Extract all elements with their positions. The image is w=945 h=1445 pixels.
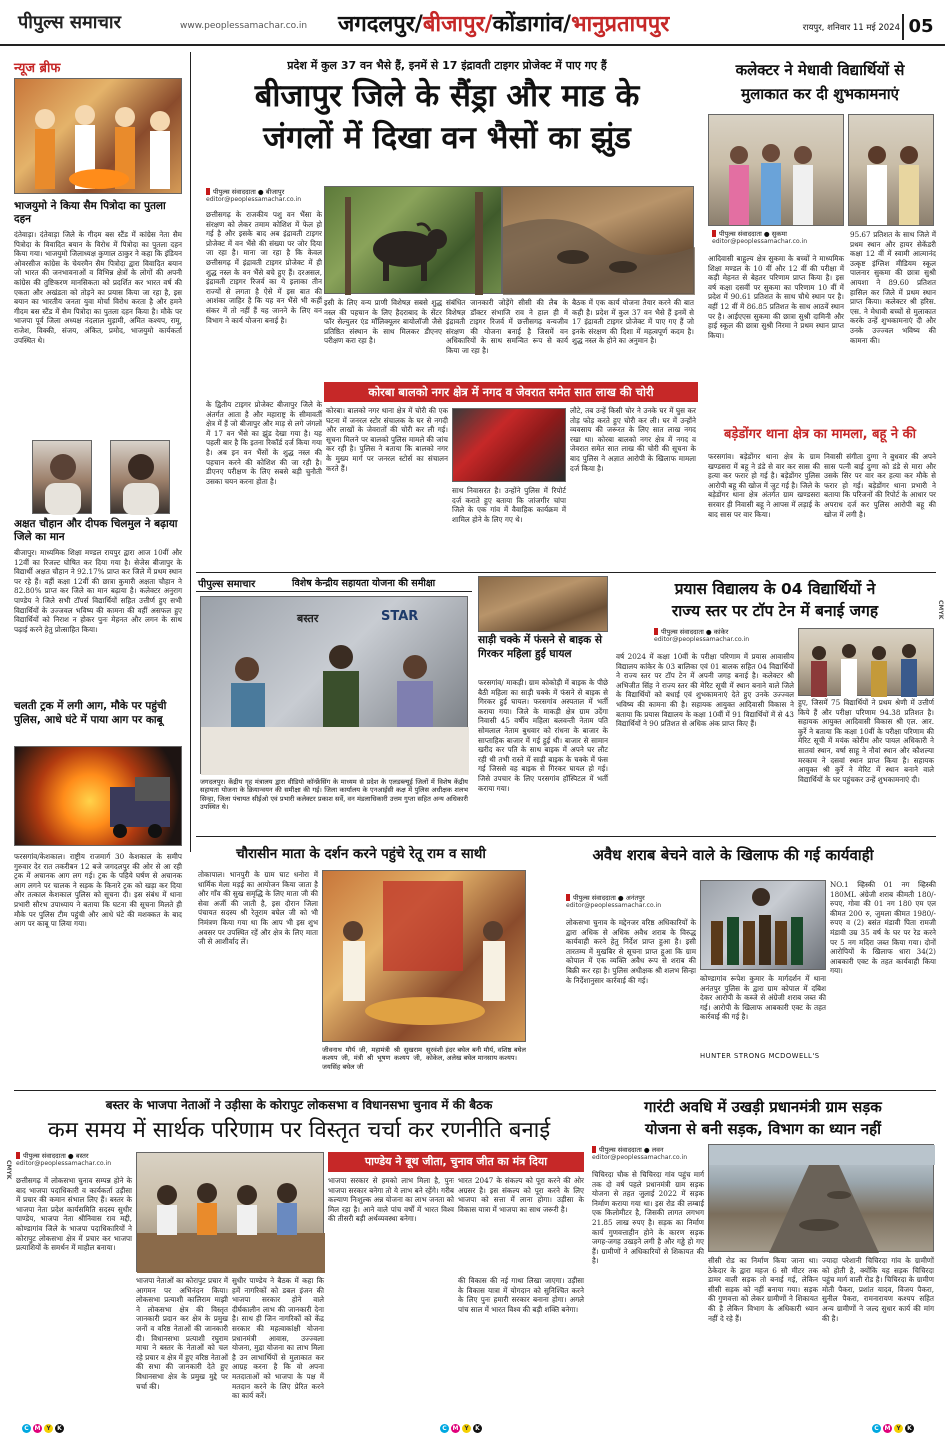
brief-text-3: फरसगांव/केशकाल। राष्ट्रीय राजमार्ग 30 केशकाल के समीप गुरुवार देर रात तकरीबन 12 बजे जगदलपुर की ओर से आ रही ट्रक में अचानक आग लग गई। ट्रक के पहिये घर्षण से अचानक आग लगने पर चालक ने सड़क के किनारे ट्रक को खड़ा कर दिया और तत्काल केशकाल पुलिस को सूचना दी। इस संबंध में थाना प्रभारी सौरभ उपाध्याय ने बताया कि घटना की सूचना मिलते ही मौके पर पुलिस टीम पहुंची और आधे घंटे की मशक्कत के बाद आग पर काबू पा लिया गया। bbox=[14, 852, 182, 929]
liquor-text-2: कोण्डागांव रूपेश कुमार के मार्गदर्शन में थाना अनंतपुर पुलिस के द्वारा ग्राम कोपाल में दबिश देकर आरोपी के कब्जे से अंग्रेजी शराब जब्त की गई। आरोपी के खिलाफ आबकारी एक्ट के तहत कार्रवाई की गई है। bbox=[700, 974, 826, 1022]
cyan-dot: C bbox=[872, 1424, 881, 1433]
byline-marker bbox=[206, 188, 210, 195]
bjp-subhead: पाण्डेय ने बूथ जीता, चुनाव जीत का मंत्र दिया bbox=[328, 1152, 584, 1172]
liquor-brands bbox=[700, 1052, 826, 1072]
edition-kondagaon: कोंडागांव/ bbox=[492, 12, 572, 37]
road-text-1: चिचिरदा चौक से चिचिरदा गांव पहुंच मार्ग तक दो वर्ष पहले प्रधानमंत्री ग्राम सड़क योजना से तहत जुलाई 2022 में सड़क निर्माण कराया गया था। इस रोड की लम्बाई एक किलोमीटर है, जिसकी लागत लगभग 21.85 लाख रुपए है। सड़क का निर्माण कार्य गुणवत्ताहीन होने के कारण सड़क जगह-जगह उखड़ने लगी है और गड्ढे हो गए हैं। ग्रामीणों ने अधिकारियों से शिकायत की है। bbox=[592, 1170, 704, 1266]
lead-title-line-2: जंगलों में दिखा वन भैसों का झुंड bbox=[263, 120, 631, 156]
badedongar-story bbox=[704, 426, 936, 570]
prayas-group-shapes bbox=[799, 629, 935, 697]
bjp-kicker: बस्तर के भाजपा नेताओं ने उड़ीसा के कोरापुट लोकसभा व विधानसभा चुनाव में की बैठक bbox=[105, 1098, 493, 1112]
lead-email[interactable]: editor@peoplessamachar.co.in bbox=[206, 196, 302, 203]
collector-title-line-1: कलेक्टर ने मेधावी विद्यार्थियों से bbox=[735, 61, 905, 79]
bjp-text-5: भारत 2047 के संकल्प को पूरा करने की ओर अग्रसर है। इस संकल्प को पूरा करने के लिए भाजपा को सत्ता में लाना होगा। उड़ीसा के विकास यात्रा में भाजपा का साथ जरूरी है। bbox=[458, 1176, 584, 1214]
effigy-burning-photo bbox=[14, 78, 182, 194]
collector-email[interactable]: editor@peoplessamachar.co.in bbox=[712, 238, 808, 245]
korba-story bbox=[324, 382, 698, 570]
prayas-byline: पीपुल्स संवाददाता ● कांकेर editor@peoplessamachar.co.in bbox=[654, 628, 794, 648]
brief-headline-1: भाजयुमो ने किया सैम पित्रोदा का पुतला दहन bbox=[14, 200, 166, 225]
masthead bbox=[0, 0, 945, 46]
logo: पीपुल्स समाचार bbox=[18, 12, 121, 33]
brief-text-1: दंतेवाड़ा। दंतेवाड़ा जिले के गीदम बस स्टैंड में कांग्रेस नेता सैम पित्रोदा के विवादित बयान के विरोध में पित्रोदा का पुतला दहन किया गया। भाजयुमो जिलाध्यक्ष कुणाल ठाकुर ने कहा कि इंडियन ओवरसीज कांग्रेस के चेयरमैन सैम पित्रोदा द्वारा विवादित बयान जो भारत की जनभावनाओं व विभिन्न क्षेत्रों के लोगों की अपनी कांग्रेस की तुष्टिकरण मानसिकता को प्रदर्शित कर भारत वर्ष की एकता और अखंडता को तोड़ने का प्रयास किया जा रहा है, इस बयान का भारतीय जनता युवा मोर्चा विरोध करता है और हमने गीदम बस स्टैंड में सैम पित्रोदा का पुतला दहन किया है। मौके पर भाजपा पूर्व जिला अध्यक्ष नंदलाल मुड़ामी, अमित कश्यप, रामू, राजेश, विक्की, संजय, अंकित, प्रमोद, भाजयुमो कार्यकर्ता उपस्थित थे। bbox=[14, 230, 182, 345]
saree-story bbox=[476, 574, 610, 832]
row-divider-1 bbox=[196, 572, 936, 573]
bjp-meeting-photo bbox=[136, 1152, 324, 1272]
yellow-dot: Y bbox=[894, 1424, 903, 1433]
bjp-title: कम समय में सार्थक परिणाम पर विस्तृत चर्चा कर रणनीति बनाई bbox=[47, 1118, 551, 1143]
lead-byline: पीपुल्स संवाददाता ● बीजापुर editor@peoplessamachar.co.in bbox=[206, 188, 322, 208]
lead-kicker: प्रदेश में कुल 37 वन भैसे हैं, इनमें से 17 इंद्रावती टाइगर प्रोजेक्ट में पाए गए हैं bbox=[287, 59, 607, 72]
liquor-text-1: लोकसभा चुनाव के मद्देनजर वरिष्ठ अधिकारियों के द्वारा अधिक से अधिक अवैध शराब के विरुद्ध कार्यवाही करने हेतु निर्देश प्राप्त हुआ है। इसी तारतम्य में मुखबिर से सूचना प्राप्त हुआ कि ग्राम कोपाल में एक व्यक्ति अवैध रूप से शराब की बिक्री कर रहा है। पुलिस अधीक्षक श्री शलभ सिन्हा के निर्देशानुसार कार्रवाई की गई। bbox=[566, 918, 696, 985]
chaurasin-caption-2: सुरवंशी इंदर बघेल बनी मौर्य, वशिष्ठ बघेल कोकेल, अलेख बघेल मानसाय कश्यप। bbox=[426, 1046, 526, 1063]
bjp-byline: पीपुल्स संवाददाता ● बस्तर editor@peoplessamachar.co.in bbox=[16, 1152, 132, 1172]
prayas-text-1: वर्ष 2024 में कक्षा 10वीं के परीक्षा परिणाम में प्रयास आवासीय विद्यालय कांकेर के 03 बालिका एवं 01 बालक सहित 04 विद्यार्थियों ने राज्य स्तर पर टॉप टेन में अपनी जगह बनाई है। कलेक्टर श्री अभिजीत सिंह ने राज्य स्तर की मेरिट सूची में स्थान बनाने वाले जिले के विद्यार्थियों को बधाई एवं शुभकामनाएं देते हुए उनके उज्ज्वल भविष्य की कामना की है। सहायक आयुक्त आदिवासी विकास ने बताया कि प्रयास विद्यालय के कक्षा 10वीं में 91 विद्यार्थियों में से 43 विद्यार्थियों ने 90 प्रतिशत से अधिक अंक प्राप्त किए हैं। bbox=[616, 652, 794, 729]
meeting-shapes bbox=[201, 597, 469, 775]
lead-text-col-1: छत्तीसगढ़ के राजकीय पशु वन भैंसा के संरक्षण को लेकर तमाम कोशिश में फेल हो गई है और इसके बाद अब इंद्रावती टाइगर प्रोजेक्ट में वन भैंसे की संख्या पर जोर दिया जा रहा है। माना जा रहा है कि केवल छत्तीसगढ़ में इंद्रावती टाइगर प्रोजेक्ट में ही शुद्ध नस्ल के वन भैंसे बचे हुए हैं। दरअसल, इंद्रावती टाइगर रिजर्व का ये इलाका तीन राज्यों से लगता है ऐसे में इस बात की आशंका जाहिर है कि यह वन भैंसे भी कहीं संकर में तो नहीं हैं यह जानने के लिए वन विभाग ने कार्य योजना बनाई है। bbox=[206, 210, 322, 325]
brief-headline-3: चलती ट्रक में लगी आग, मौके पर पहुंची पुलिस, आधे घंटे में पाया आग पर काबू bbox=[14, 700, 167, 726]
prayas-title-line-1: प्रयास विद्यालय के 04 विद्यार्थियों ने bbox=[674, 580, 876, 598]
row-divider-3 bbox=[14, 1090, 936, 1091]
collector-text-1: आदिवासी बाहुल्य क्षेत्र सुकमा के बच्चों ने माध्यमिक शिक्षा मण्डल के 10 वीं और 12 वीं की परीक्षा में कड़ी मेहनत से बेहतर परिणाम प्राप्त किया है। इस वर्ष कक्षा दसवीं पर सुकमा का परिणाम 10 वीं में प्रदेश में 90.61 प्रतिशत के साथ चौथे स्थान पर है। वहीं 12 वीं में 86.85 प्रतिशत के साथ आठवें स्थान पर है। आईएएस सुकमा की छात्रा सुश्री दामिनी और हाई स्कूल की छात्रा सुश्री निरमा ने प्रथम स्थान प्राप्त किया। bbox=[708, 254, 844, 340]
damaged-road-photo bbox=[708, 1144, 934, 1252]
byline-marker bbox=[592, 1146, 596, 1153]
truck-fire-photo bbox=[14, 746, 182, 846]
bjp-text-6: की विकास की नई गाथा लिखा जाएगा। उड़ीसा के विकास यात्रा में योगदान को सुनिश्चित करने के लिए पुनः हमारी सरकार बनाना होगा। अगले पांच साल में भारत विश्व की बड़ी शक्ति बनेगा। bbox=[458, 1276, 584, 1314]
badedongar-text-2: निवासी संगीता दुग्गा ने बुधवार की अपने सास पत्नी बाई दुग्गा को डंडे से मारा और उसके सिर पर वार कर हत्या कर मौके से फरार हो गई। बड़ेडोंगर थाना प्रभारी ने बताया कि परिजनों की रिपोर्ट के आधार पर अपराध दर्ज कर पुलिस आरोपी बहू की खोज में लगी है। bbox=[824, 452, 936, 519]
meeting-banner-text: बस्तर bbox=[297, 612, 319, 625]
liquor-headline: अवैध शराब बेचने वाले के खिलाफ की गई कार्यवाही bbox=[592, 846, 874, 864]
magenta-dot: M bbox=[884, 1425, 891, 1432]
prayas-text-2: हुए, जिसमें 75 विद्यार्थियों ने प्रथम श्रेणी में उत्तीर्ण किये हैं और परीक्षा परिणाम 94.38 प्रतिशत है। सहायक आयुक्त आदिवासी विकास श्री एल. आर. कुर्रे ने बताया कि कक्षा 10वीं के परीक्षा परिणाम की मेरिट सूची में मयंक कोरीम और पायल अधिकारी ने सातवां स्थान, वर्षा साहू ने नौवां स्थान और कौशल्या मरकाम ने दसवां स्थान प्राप्त किया है। सहायक आयुक्त श्री कुर्रे ने मेरिट में स्थान बनाने वाले विद्यार्थियों के घर पहुंचकर उन्हें शुभकामनाएं दी। bbox=[798, 698, 934, 784]
collector-story bbox=[704, 52, 936, 420]
magenta-dot: M bbox=[452, 1425, 459, 1432]
edition-jagdalpur: जगदलपुर/ bbox=[338, 12, 423, 37]
cmyk-side-label-right: CMYK bbox=[937, 600, 944, 620]
bjp-story bbox=[14, 1092, 584, 1418]
review-meeting-photo bbox=[200, 596, 468, 774]
brand-mcdowells: MCDOWELL'S bbox=[768, 1052, 820, 1060]
chaurasin-headline: चौरासीन माता के दर्शन करने पहुंचे रेतू राम व साथी bbox=[236, 846, 486, 862]
students-group-shapes bbox=[709, 115, 845, 227]
meeting-banner-text-2: STAR bbox=[381, 609, 419, 624]
edition-title bbox=[338, 8, 738, 40]
feature-header bbox=[196, 574, 472, 592]
cmyk-mark-right bbox=[872, 1424, 914, 1433]
prayas-title-line-2: राज्य स्तर पर टॉप टेन में बनाई जगह bbox=[671, 602, 879, 620]
stolen-safe-photo bbox=[452, 408, 566, 482]
road-story bbox=[590, 1092, 936, 1418]
road-text-3: ज्यादा परेशानी चिचिरदा गांव के ग्रामीणों को होती है, क्योंकि यह सड़क चिचिरदा पहुंच मार्ग वाली रोड है। चिचिरदा के ग्रामीण मोती पैकरा, प्रशांत यादव, विजय पैकरा, सुनील पैकरा, रामनारायण कश्यप सहित अन्य ग्रामीणों ने जल्द सुधार कार्य की मांग की है। bbox=[822, 1256, 934, 1323]
black-dot: K bbox=[905, 1424, 914, 1433]
byline-marker bbox=[712, 230, 716, 237]
lead-text-col-2: के द्वितीय टाइगर प्रोजेक्ट बीजापुर जिले के अंतर्गत आता है और महाराष्ट्र के सीमावर्ती क्षेत्र में हैं जो बीजापुर और माड़ से लगे जंगलों में 17 वन भैंसे का झुंड देखा गया है। यह पहली बार है कि इतना रिकॉर्ड दर्ज किया गया है। अब इन वन भैंसों के शुद्ध नस्ल की पहचान करने की कोशिश की जा रही है। डीएनए परीक्षण के लिए सबसे बड़ी चुनौती उसका चयन करना होता है। bbox=[206, 400, 322, 486]
road-byline: पीपुल्स संवाददाता ● लवन editor@peoplessamachar.co.in bbox=[592, 1146, 704, 1166]
collector-students-photo bbox=[708, 114, 844, 226]
bjp-text-3: सुधीर पाण्डेय ने बैठक में कहा कि हमें नागरिकों को डबल इंजन की भाजपा सरकार होने वाले दीर्घकालीन लाभ की जानकारी देना है। साथ ही जिन नागरिकों को केंद्र सरकार की महत्वाकांक्षी योजना प्रधानमंत्री आवास, उज्ज्वला योजना, मुद्रा योजना का लाभ मिला है उन लाभार्थियों से मुलाकात कर आग्रह करना है कि वो अपना मतदाताओं को भाजपा के पक्ष में मतदान करने के लिए प्रेरित करने का कार्य करें। bbox=[232, 1276, 324, 1401]
bottles-shapes bbox=[701, 881, 827, 971]
liquor-email[interactable]: editor@peoplessamachar.co.in bbox=[566, 902, 662, 909]
feature-caption: जगदलपुर। केंद्रीय गृह मंत्रालय द्वारा वीडियो कॉन्फ्रेंसिंग के माध्यम से प्रदेश के एलडब्ल्यूई जिलों में विशेष केंद्रीय सहायता योजना के क्रियान्वयन की समीक्षा की गई। जिला कार्यालय के एनआईसी कक्ष में पुलिस अधीक्षक शलभ सिन्हा, जिला पंचायत सीईओ एवं प्रभारी कलेक्टर प्रकाश सर्वे, वन मंडलाधिकारी उत्तम गुप्ता सहित अन्य अधिकारी उपस्थित थे। bbox=[200, 778, 468, 812]
road-title-line-1: गारंटी अवधि में उखड़ी प्रधानमंत्री ग्राम सड़क bbox=[644, 1098, 882, 1116]
wild-buffalo-photo bbox=[324, 186, 502, 294]
brief-label: न्यूज ब्रीफ bbox=[14, 61, 61, 76]
bjp-meeting-shapes bbox=[137, 1153, 325, 1273]
saree-accident-photo bbox=[478, 576, 608, 632]
seized-liquor-photo bbox=[700, 880, 826, 970]
truck-fire-shapes bbox=[15, 747, 183, 847]
bjp-text-2: भाजपा नेताओं का कोरापुट प्रचार में आगमन पर अभिनंदन किया। लोकसभा प्रत्याशी कालिराम माझी ने लोकसभा क्षेत्र की विस्तृत जानकारी प्रदान कर क्षेत्र के प्रमुख जनों व वरिष्ठ नेताओं की जानकारी दी। विधानसभा प्रत्याशी रघुराम माचा ने बस्तर के नेताओं को चल रहे प्रचार व क्षेत्र में हुए वरिष्ठ नेताओं की सभा की जानकारी देते हुए विधानसभा क्षेत्र के प्रमुख मुद्दे पर चर्चा की। bbox=[136, 1276, 228, 1391]
bjp-text-4: भाजपा सरकार से हमको लाभ मिला है, पुनः भाजपा सरकार बनेगा तो ये लाभ बने रहेंगे। गरीब कल्याण निःशुल्क अन्न योजना का लाभ जनता को मिल रहा है। आने वाले पांच वर्षों में भारत विश्व की तीसरी बड़ी अर्थव्यवस्था बनेगा। bbox=[328, 1176, 454, 1224]
edition-bijapur: बीजापुर/ bbox=[422, 12, 493, 37]
saree-text: फरसगांव/ माकड़ी। ग्राम कोकोड़ी में बाइक के पीछे बैठी महिला का साड़ी चक्के में फंसने से बाइक से गिरकर हुई घायल। फरसगांव अस्पताल में भर्ती कराया गया। जिले के माकड़ी क्षेत्र ग्राम उदेंगा निवासी 45 वर्षीय महिला बलवन्ती नेताम पति सोमलाल नेताम बुधवार को रांधना के बाजार के साप्ताहिक बाजार में गई हुई थी। बाजार से सामान खरीद कर पति के साथ बाइक में अपने घर लौट रही थी तभी रास्ते में साड़ी बाइक के चक्के में फंस गई जिससे वह बाइक से गिरकर घायल हो गई। जिसे उपचार के लिए परसगांव हॉस्पिटल में भर्ती कराया गया। bbox=[478, 678, 608, 793]
cmyk-mark-center bbox=[440, 1424, 482, 1433]
liquor-text-3: NO.1 व्हिस्की 01 नग व्हिस्की 180ML अंग्रेजी शराब कीमती 180/-रुपए, गोवा की 01 नग 180 एम एल कीमत 200 रु, जुमला कीमत 1980/-रुपए व (2) बसंत मंडावी पिता रामजी मंडावी उम्र 35 वर्ष के घर पर रेड करने पर 5 नग मदिरा जब्त किया गया। दोनों आरोपियों के खिलाफ धारा 34(2) आबकारी एक्ट के तहत कार्यवाही किया गया। bbox=[830, 880, 936, 976]
byline-marker bbox=[566, 894, 570, 901]
chaurasin-story bbox=[196, 840, 526, 1086]
brief-headline-2: अक्षत चौहान और दीपक चिलमुल ने बढ़ाया जिले का मान bbox=[14, 518, 178, 543]
collector-byline: पीपुल्स संवाददाता ● सुकमा editor@peoplessamachar.co.in bbox=[712, 230, 848, 250]
saree-headline: साड़ी चक्के में फंसने से बाइक से गिरकर महिला हुई घायल bbox=[478, 634, 602, 660]
prayas-students-photo bbox=[798, 628, 934, 696]
issue-date: रायपुर, शनिवार 11 मई 2024 bbox=[802, 23, 900, 33]
road-text-2: सीसी रोड का निर्माण किया जाना था। ठेकेदार के द्वारा महज 6 सौ मीटर तक डामर वाली सड़क तो बनाई गई, लेकिन सीसी सड़क को नहीं बनाया गया। सड़क की गुणवत्ता को लेकर ग्रामीणों ने शिकायत की है लेकिन विभाग के अधिकारी ध्यान नहीं दे रहे हैं। bbox=[708, 1256, 818, 1323]
chaurasin-caption-1: जीवनाथ मौर्य जी, महामंत्री श्री सुखराम कश्यप जी, मंत्री श्री भूषण कश्यप जी, जयसिंह बघेल जी bbox=[322, 1046, 422, 1071]
news-brief-column bbox=[14, 52, 184, 929]
collector-title-line-2: मुलाकात कर दी शुभकामनाएं bbox=[741, 85, 899, 103]
korba-text-3: साथ निवासरत है। उन्होंने पुलिस में रिपोर्ट दर्ज कराते हुए बताया कि जांजगीर चांपा जिले के एक गांव में वैवाहिक कार्यक्रम में शामिल होने के लिए गए थे। bbox=[452, 486, 566, 524]
page-number: 05 bbox=[902, 14, 938, 40]
cmyk-side-label-left: CMYK bbox=[5, 1160, 12, 1180]
black-dot: K bbox=[55, 1424, 64, 1433]
edition-bhanupratappur: भानुप्रतापपुर bbox=[571, 12, 670, 37]
lead-text-col-4: संबंधित जानकारी जोड़ेंगे सीसी की लैब के विशेषज्ञ डॉक्टर संभाजि राव ने हाल ही में इंद्रावती टाइगर रिजर्व में छत्तीसगढ़ वन्यजीव संरक्षण की योजना बनाई है जिसमें वन अधिकारियों के साथ समन्वित रूप से कार्य किया जा रहा है। bbox=[446, 298, 568, 355]
stream-shape bbox=[503, 187, 695, 295]
bjp-email[interactable]: editor@peoplessamachar.co.in bbox=[16, 1160, 112, 1167]
byline-marker bbox=[16, 1152, 20, 1159]
liquor-story bbox=[530, 840, 936, 1086]
road-shapes bbox=[709, 1145, 935, 1253]
road-email[interactable]: editor@peoplessamachar.co.in bbox=[592, 1154, 688, 1161]
black-dot: K bbox=[473, 1424, 482, 1433]
temple-visit-photo bbox=[322, 870, 526, 1042]
students-group-shapes-2 bbox=[849, 115, 935, 227]
forest-stream-photo bbox=[502, 186, 694, 294]
liquor-byline: पीपुल्स संवाददाता ● अनंतपुर editor@peoplessamachar.co.in bbox=[566, 894, 696, 914]
prayas-story bbox=[614, 574, 936, 832]
byline-marker bbox=[654, 628, 658, 635]
cmyk-mark-left bbox=[22, 1424, 64, 1433]
student-akshat-photo bbox=[32, 440, 92, 514]
cyan-dot: C bbox=[440, 1424, 449, 1433]
lead-title-line-1: बीजापुर जिले के सैंड्रा और माड के bbox=[254, 78, 640, 114]
prayas-email[interactable]: editor@peoplessamachar.co.in bbox=[654, 636, 750, 643]
korba-headline: कोरबा बालको नगर क्षेत्र में नगद व जेवरात समेत सात लाख की चोरी bbox=[324, 382, 698, 402]
lead-text-col-3: इसी के लिए वन्य प्राणी विशेषज्ञ सबसे शुद्ध नस्ल की पहचान के लिए हैदराबाद के सेंटर फॉर सेल्युलर एंड मॉलिक्यूलर बायोलॉजी जैसे प्रतिष्ठित संस्थान के साथ मिलकर डीएनए परीक्षण करा रहा है। bbox=[324, 298, 442, 346]
badedongar-headline: बड़ेडोंगर थाना क्षेत्र का मामला, बहू ने की bbox=[723, 427, 917, 442]
cyan-dot: C bbox=[22, 1424, 31, 1433]
magenta-dot: M bbox=[34, 1425, 41, 1432]
badedongar-text-1: फरसगांव। बड़ेडोंगर थाना क्षेत्र के ग्राम खण्डसरा में बहू ने डंडे से वार कर सास की हत्या कर फरार हो गई है। बड़ेडोंगर पुलिस आरोपी बहू की खोज में जुट गई है। जिले के बड़ेडोंगर थाना क्षेत्र अंतर्गत ग्राम खण्डसरा सरवार ही निवासी बहू ने आपस में लड़ाई के बाद सास पर वार किया। bbox=[708, 452, 820, 519]
bjp-text-1: छत्तीसगढ़ में लोकसभा चुनाव सम्पन्न होने के बाद भाजपा पदाधिकारी व कार्यकर्ता उड़ीसा में प्रचार की कमान संभाल लिए हैं। बस्तर के भाजपा नेता प्रदेश कार्यसमिति सदस्य सुधीर पाण्डेय, भाजपा नेता श्रीनिवास राव मद्दी, कोण्डागांव जिले के भाजपा पदाधिकारियों ने कोरापुट लोकसभा क्षेत्र में प्रचार कर भाजपा प्रत्याशियों के समर्थन में माहौल बनाया। bbox=[16, 1176, 132, 1253]
temple-shapes bbox=[323, 871, 527, 1043]
brand-hunter: HUNTER STRONG bbox=[700, 1052, 769, 1060]
effigy-photo-shapes bbox=[15, 79, 183, 195]
collector-text-2: 95.67 प्रतिशत के साथ जिले में प्रथम स्थान और हायर सेकेंडरी कक्षा 12 वीं में स्वामी आत्मानंद उत्कृष्ट इंग्लिश मीडियम स्कूल पालनार सुकमा की छात्रा सुश्री आयशा ने 89.60 प्रतिशत हासिल कर जिले में प्रथम स्थान प्राप्त किया। कलेक्टर श्री हरिस. एस. ने मेधावी बच्चों से मुलाकात करके उन्हें शुभकामनाएं दी और उनके उज्ज्वल भविष्य की कामना की। bbox=[850, 230, 936, 345]
collector-students-photo-2 bbox=[848, 114, 934, 226]
col-divider-left bbox=[190, 52, 191, 852]
site-url[interactable]: www.peoplessamachar.co.in bbox=[180, 21, 308, 31]
buffalo-shape bbox=[325, 187, 503, 295]
row-divider-2 bbox=[196, 836, 936, 837]
korba-text-2: लौटे, तब उन्हें किसी चोर ने उनके घर में घुस कर तोड़ फोड़ करते हुए चोरी कर ली। घर में उन्होंने व्यवसाय की जरूरत के लिए सात लाख नगद रखा था। कोरबा बालको नगर क्षेत्र में नगद व जेवरात समेत सात लाख की चोरी की सूचना के बाद पुलिस ने अज्ञात आरोपी के खिलाफ मामला दर्ज किया है। bbox=[570, 406, 696, 473]
feature-story bbox=[196, 574, 472, 832]
brief-text-2: बीजापुर। माध्यमिक शिक्षा मण्डल रायपुर द्वारा आज 10वीं और 12वीं का रिजल्ट घोषित कर दिया गया है। सेजेस बीजापुर के विद्यार्थी अक्षत चौहान ने 92.17% प्राप्त कर जिले में प्रथम स्थान पर रहे हैं। वहीं कक्षा 12वीं की छात्रा कुमारी अक्षता चौहान ने 82.80% प्राप्त कर जिले का मान बढ़ाया है। कलेक्टर अनुराग पाण्डेय ने जिले सभी टॉपर्स विद्यार्थियों सहित उत्तीर्ण हुए सभी विद्यार्थियों के उज्जवल भविष्य की कामना की वहीं असफल हुए विद्यार्थियों को निराश न होकर पुनः मेहनत और लगन के साथ पढ़ाई करने हेतु प्रोत्साहित किया। bbox=[14, 548, 182, 634]
korba-text-1: कोरबा। बालको नगर थाना क्षेत्र में चोरी की एक घटना में जनरल स्टोर संचालक के घर से नगदी और लाखों के जेवरातों की चोरी कर ली गई। सूचना मिलने पर बालको पुलिस मामले की जांच कर रही है। पुलिस ने बताया कि बालको नगर के मुख्य मार्ग पर जनरल स्टोर्स का संचालन करते हैं। bbox=[326, 406, 448, 473]
student-silhouette-1 bbox=[33, 441, 93, 515]
yellow-dot: Y bbox=[462, 1424, 471, 1433]
student-silhouette-2 bbox=[111, 441, 171, 515]
lead-text-col-5: बैठक में एक कार्य योजना तैयार करने की बात कही है। प्रदेश में कुल 37 वन भैसे हैं इनमें से 17 इंद्रावती टाइगर प्रोजेक्ट में पाए गए हैं जो इनके संरक्षण की दिशा में महत्वपूर्ण कदम है। शुद्ध नस्ल के होने का अनुमान है। bbox=[572, 298, 694, 346]
feature-label: विशेष केन्द्रीय सहायता योजना की समीक्षा bbox=[292, 578, 436, 589]
road-title-line-2: योजना से बनी सड़क, विभाग का ध्यान नहीं bbox=[644, 1120, 881, 1138]
feature-brand: पीपुल्स समाचार bbox=[198, 579, 256, 590]
yellow-dot: Y bbox=[44, 1424, 53, 1433]
chaurasin-text: तोकापाल। भानपुरी के ग्राम घाट धनोरा में धार्मिक मेला मड़ई का आयोजन किया जाता है और गाँव की सुख समृद्धि के लिए माता जी की सेवा अर्जी की जाती है, इस दौरान जिला पंचायत सदस्य श्री रेतूराम बघेल जी को भी निमंत्रण किया गया था कि आप भी इस शुभ अवसर पर उपस्थित रहें और क्षेत्र के लिए माता जी से आशीर्वाद लें। bbox=[198, 870, 318, 947]
student-deepak-photo bbox=[110, 440, 170, 514]
